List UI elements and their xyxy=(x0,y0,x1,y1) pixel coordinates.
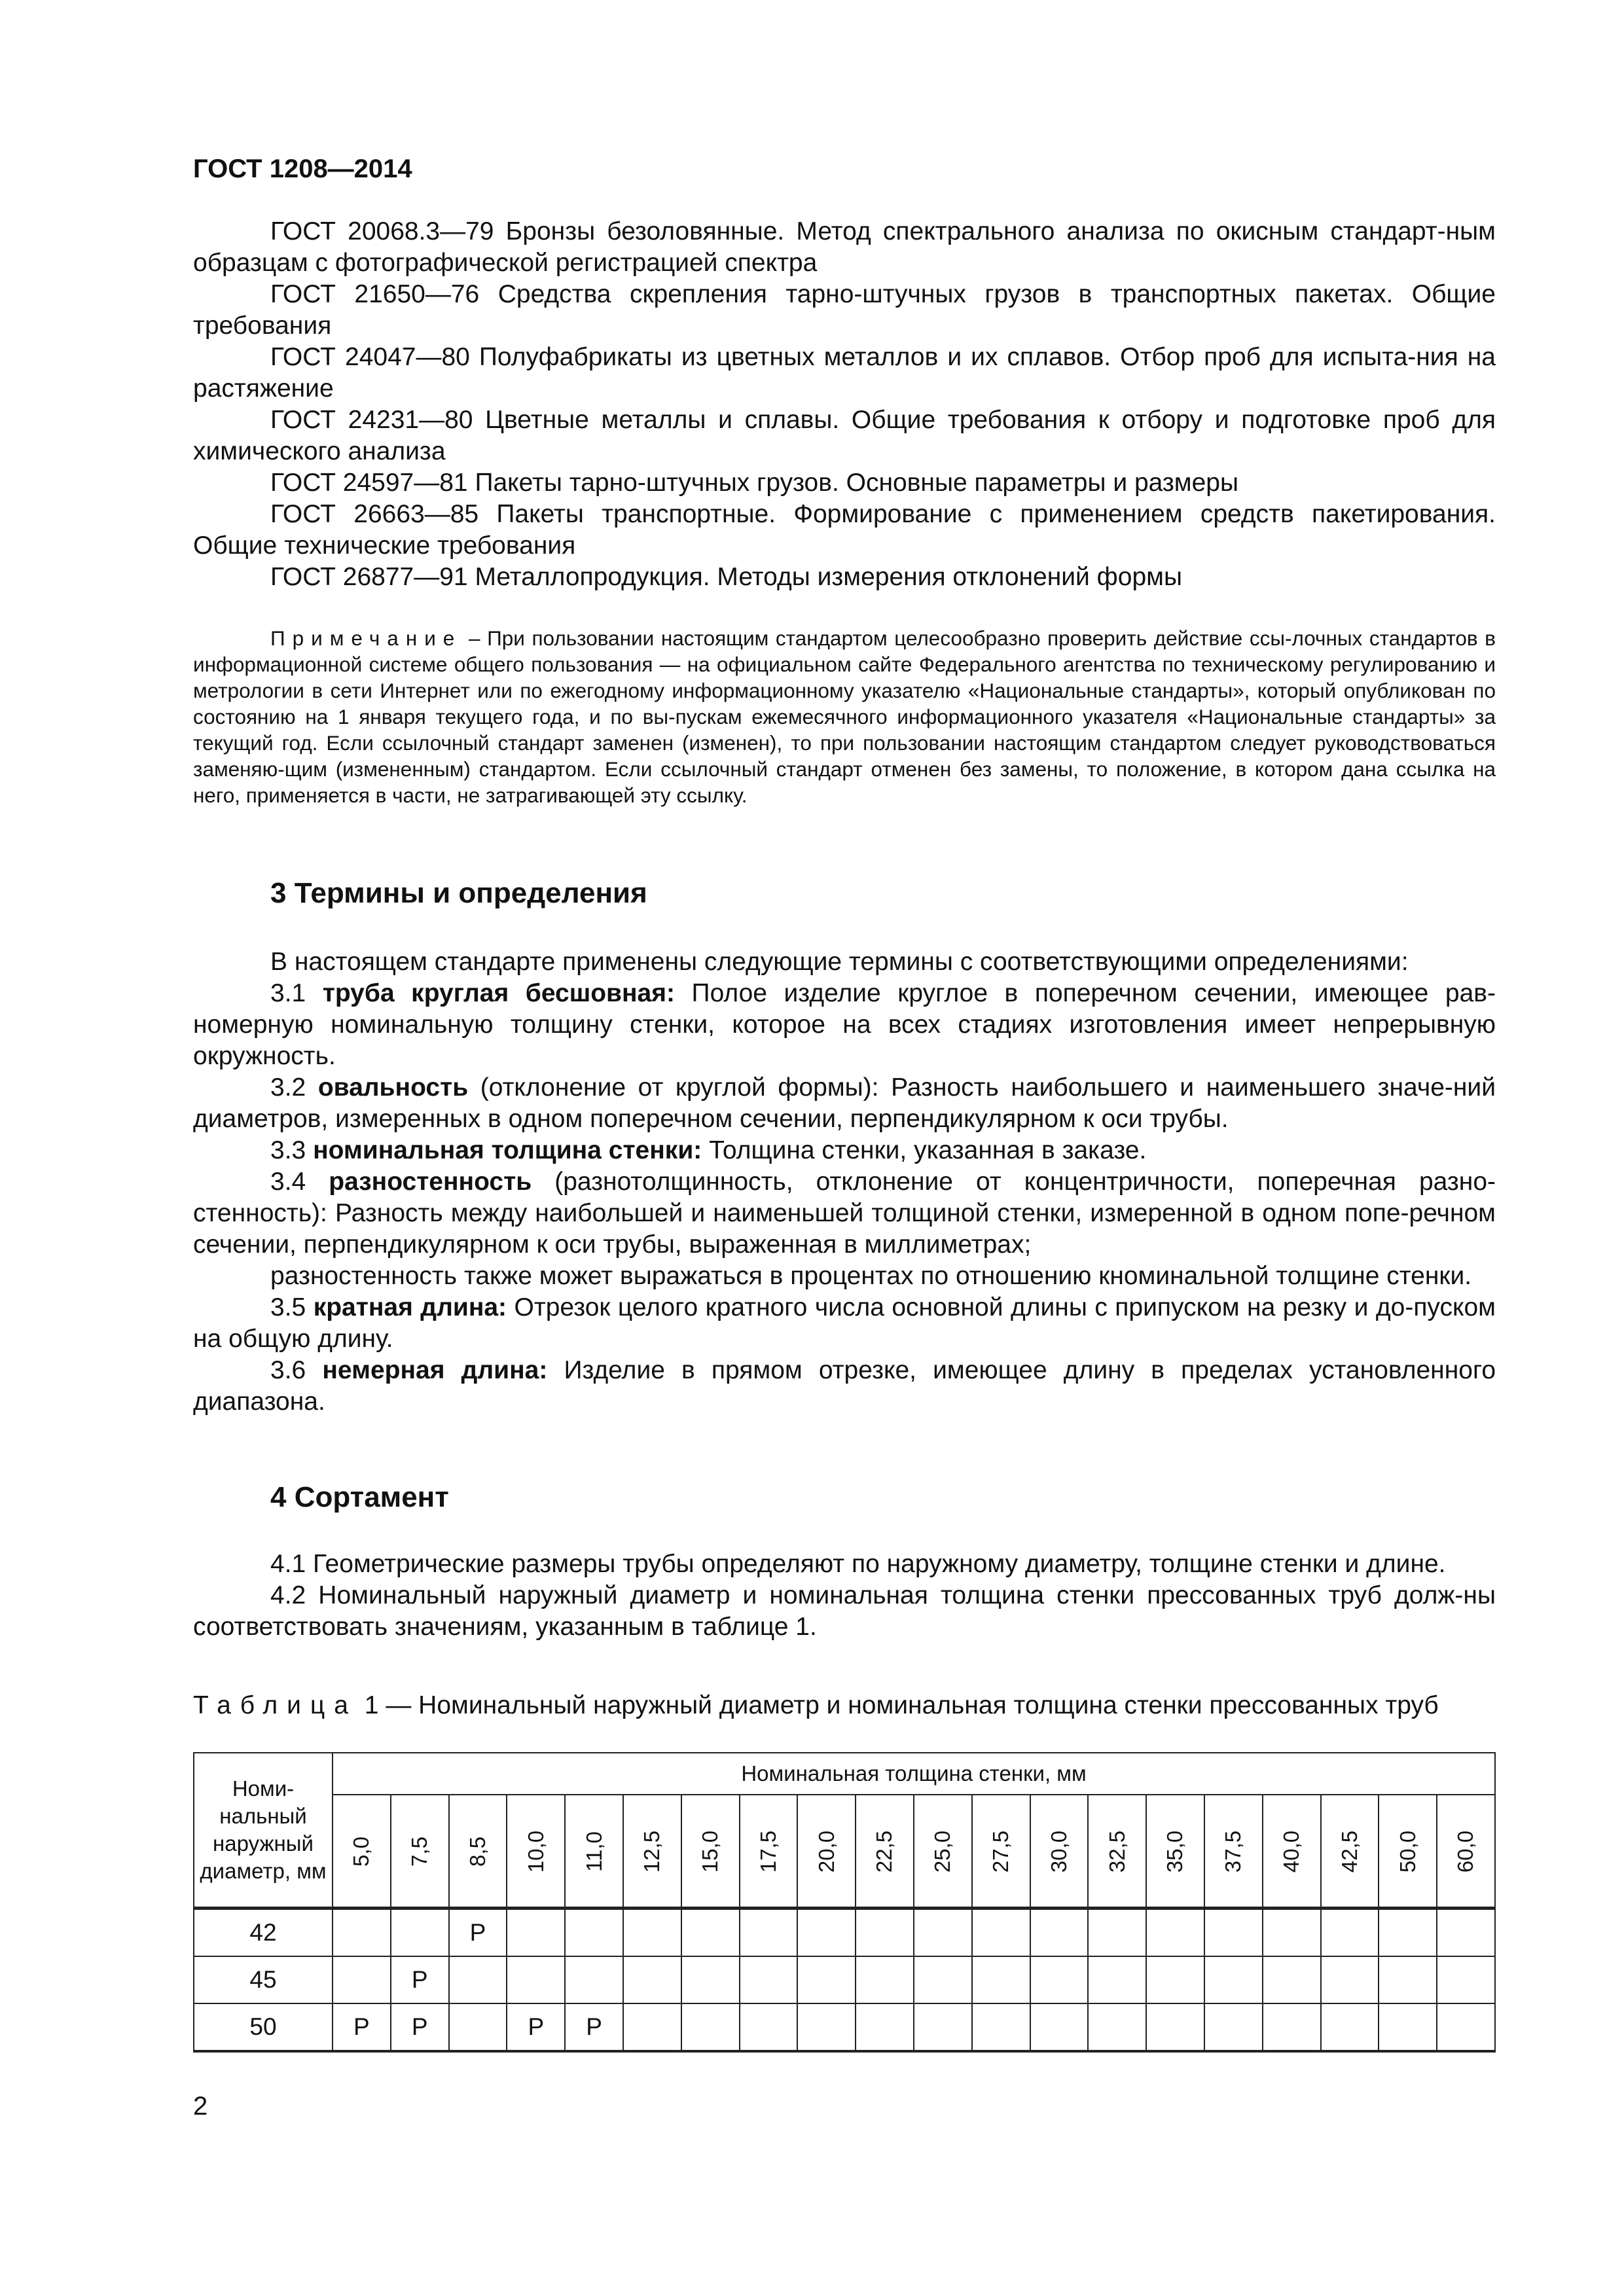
table-cell xyxy=(565,1909,623,1957)
thickness-header: 50,0 xyxy=(1379,1795,1437,1909)
table-cell xyxy=(1263,2003,1321,2051)
thickness-header: 10,0 xyxy=(507,1795,565,1909)
table-cell xyxy=(1088,2003,1146,2051)
thickness-header: 60,0 xyxy=(1437,1795,1495,1909)
table-cell xyxy=(1379,2003,1437,2051)
table-cell xyxy=(681,1956,740,2003)
table-cell xyxy=(1321,2003,1379,2051)
section-4-heading: 4 Сортамент xyxy=(270,1481,449,1513)
thickness-header: 15,0 xyxy=(681,1795,740,1909)
table-cell xyxy=(972,1956,1030,2003)
section-3-intro: В настоящем стандарте применены следующие термины с соответствующими определениями: xyxy=(270,948,1409,976)
table-cell: Р xyxy=(333,2003,391,2051)
note-text: – При пользовании настоящим стандартом целесообразно проверить действие ссы-лочных стандартов в информационной системе общего пользования — на официальном сайте Федерального агентства по техническому регулированию и метрологии в сети Интернет или по ежегодному информационному указателю «Национальные стандарты», который опубликован по состоянию на 1 января текущего года, и по вы-пускам ежемесячного информационного указателя «Национальные стандарты» за текущий год. Если ссылочный стандарт заменен (изменен), то при пользовании настоящим стандартом следует руководствоваться заменяю-щим (измененным) стандартом. Если ссылочный стандарт отменен без замены, то положение, в котором дана ссылка на него, применяется в части, не затрагивающей эту ссылку. xyxy=(193,626,1496,807)
term-definition: 3.5 кратная длина: Отрезок целого кратного числа основной длины с припуском на резку и до-пуском на общую длину. xyxy=(193,1293,1496,1353)
term-name: номинальная толщина стенки: xyxy=(313,1136,702,1164)
page-number: 2 xyxy=(193,2092,208,2121)
table-cell xyxy=(1146,1909,1204,1957)
table-cell xyxy=(333,1956,391,2003)
thickness-header: 7,5 xyxy=(391,1795,449,1909)
reference-item: ГОСТ 24597—81 Пакеты тарно-штучных грузов. Основные параметры и размеры xyxy=(270,469,1238,497)
table-row xyxy=(194,1956,1495,2003)
column-group-header: Номинальная толщина стенки, мм xyxy=(333,1753,1495,1795)
thickness-header: 40,0 xyxy=(1263,1795,1321,1909)
table-cell xyxy=(740,2003,798,2051)
reference-item: ГОСТ 20068.3—79 Бронзы безоловянные. Метод спектрального анализа по окисным стандарт-ным образцам с фотографической регистрацией спектра xyxy=(193,217,1496,277)
term-extra: разностенность также может выражаться в процентах по отношению кноминальной толщине стенки. xyxy=(270,1262,1472,1290)
table-cell: Р xyxy=(391,1956,449,2003)
row-header-diameter: Номи-нальный наружный диаметр, мм xyxy=(194,1753,333,1909)
table-cell xyxy=(1379,1956,1437,2003)
term-definition: 3.3 номинальная толщина стенки: Толщина стенки, указанная в заказе. xyxy=(270,1136,1147,1164)
table-cell xyxy=(1088,1909,1146,1957)
diameter-cell: 45 xyxy=(194,1956,333,2003)
reference-item: ГОСТ 24047—80 Полуфабрикаты из цветных металлов и их сплавов. Отбор проб для испыта-ния на растяжение xyxy=(193,343,1496,403)
table-cell xyxy=(797,1956,856,2003)
table-cell xyxy=(1088,1956,1146,2003)
table-body xyxy=(194,1909,1495,2052)
table-cell xyxy=(565,1956,623,2003)
thickness-header: 5,0 xyxy=(333,1795,391,1909)
term-definition: 3.6 немерная длина: Изделие в прямом отрезке, имеющее длину в пределах установленного диапазона. xyxy=(193,1356,1496,1416)
table-row xyxy=(194,2003,1495,2051)
table-cell: Р xyxy=(565,2003,623,2051)
thickness-header: 35,0 xyxy=(1146,1795,1204,1909)
table-cell xyxy=(740,1956,798,2003)
reference-item: ГОСТ 21650—76 Средства скрепления тарно-штучных грузов в транспортных пакетах. Общие требования xyxy=(193,280,1496,340)
table-cell xyxy=(1321,1956,1379,2003)
table-1 xyxy=(193,1752,1496,2053)
table-row xyxy=(194,1909,1495,1957)
table-cell xyxy=(1030,1956,1089,2003)
section-3-body xyxy=(193,946,1496,1418)
section-4-paragraph: 4.1 Геометрические размеры трубы определяют по наружному диаметру, толщине стенки и длине. xyxy=(270,1550,1446,1578)
note-paragraph xyxy=(193,625,1496,808)
table-cell xyxy=(1321,1909,1379,1957)
term-name: разностенность xyxy=(329,1168,532,1196)
table-cell xyxy=(797,1909,856,1957)
references-list xyxy=(193,216,1496,593)
term-definition: 3.1 труба круглая бесшовная: Полое изделие круглое в поперечном сечении, имеющее рав-номерную номинальную толщину стенки, которое на всех стадиях изготовления имеет непрерывную окружность. xyxy=(193,979,1496,1070)
thickness-header: 25,0 xyxy=(914,1795,972,1909)
table-cell xyxy=(972,2003,1030,2051)
thickness-header: 8,5 xyxy=(449,1795,507,1909)
thickness-header: 32,5 xyxy=(1088,1795,1146,1909)
term-name: немерная длина: xyxy=(322,1356,548,1384)
table-cell xyxy=(1204,1956,1263,2003)
table-cell xyxy=(623,1956,681,2003)
table-cell xyxy=(1030,1909,1089,1957)
term-definition: 3.4 разностенность (разнотолщинность, отклонение от концентричности, поперечная разно-стенность): Разность между наибольшей и наименьшей толщиной стенки, измеренной в одном попе-речном сечении, перпендикулярном к оси трубы, выраженная в миллиметрах; xyxy=(193,1168,1496,1259)
section-3-heading: 3 Термины и определения xyxy=(270,877,647,909)
table-cell xyxy=(507,1909,565,1957)
section-4-paragraph: 4.2 Номинальный наружный диаметр и номинальная толщина стенки прессованных труб долж-ны соответствовать значениям, указанным в таблице 1. xyxy=(193,1581,1496,1641)
table-cell xyxy=(681,2003,740,2051)
table-cell xyxy=(1379,1909,1437,1957)
table-cell xyxy=(914,2003,972,2051)
table-cell xyxy=(449,1956,507,2003)
table-cell xyxy=(856,1909,914,1957)
diameter-cell: 42 xyxy=(194,1909,333,1957)
table-cell: Р xyxy=(507,2003,565,2051)
table-cell xyxy=(740,1909,798,1957)
table-cell xyxy=(1204,1909,1263,1957)
table-caption: Таблица 1 — Номинальный наружный диаметр и номинальная толщина стенки прессованных труб xyxy=(193,1691,1439,1719)
table-cell xyxy=(914,1909,972,1957)
table-cell xyxy=(914,1956,972,2003)
table-cell xyxy=(333,1909,391,1957)
thickness-header: 22,5 xyxy=(856,1795,914,1909)
table-cell xyxy=(1437,2003,1495,2051)
table-cell xyxy=(507,1956,565,2003)
term-name: кратная длина: xyxy=(313,1293,507,1321)
table-cell xyxy=(1204,2003,1263,2051)
section-4-body xyxy=(193,1549,1496,1643)
thickness-header: 30,0 xyxy=(1030,1795,1089,1909)
thickness-header-row xyxy=(194,1795,1495,1909)
document-header: ГОСТ 1208—2014 xyxy=(193,154,412,183)
note-label: Примечание xyxy=(270,626,462,650)
thickness-header: 17,5 xyxy=(740,1795,798,1909)
thickness-header: 27,5 xyxy=(972,1795,1030,1909)
table-cell xyxy=(797,2003,856,2051)
table-cell xyxy=(1030,2003,1089,2051)
table-cell: Р xyxy=(449,1909,507,1957)
table-cell xyxy=(623,1909,681,1957)
table-cell xyxy=(1437,1956,1495,2003)
thickness-header: 37,5 xyxy=(1204,1795,1263,1909)
table-cell xyxy=(1437,1909,1495,1957)
table-cell xyxy=(1263,1956,1321,2003)
thickness-header: 20,0 xyxy=(797,1795,856,1909)
thickness-header: 42,5 xyxy=(1321,1795,1379,1909)
table-cell xyxy=(856,2003,914,2051)
table-cell xyxy=(1146,1956,1204,2003)
table-cell xyxy=(856,1956,914,2003)
reference-item: ГОСТ 26877—91 Металлопродукция. Методы измерения отклонений формы xyxy=(270,563,1182,591)
term-name: труба круглая бесшовная: xyxy=(322,979,675,1007)
table-cell xyxy=(1263,1909,1321,1957)
table-cell xyxy=(681,1909,740,1957)
reference-item: ГОСТ 24231—80 Цветные металлы и сплавы. Общие требования к отбору и подготовке проб для химического анализа xyxy=(193,406,1496,465)
table-cell xyxy=(1146,2003,1204,2051)
thickness-header: 12,5 xyxy=(623,1795,681,1909)
thickness-header: 11,0 xyxy=(565,1795,623,1909)
table-cell xyxy=(449,2003,507,2051)
table-cell xyxy=(972,1909,1030,1957)
term-definition: 3.2 овальность (отклонение от круглой формы): Разность наибольшего и наименьшего значе-ний диаметров, измеренных в одном поперечном сечении, перпендикулярном к оси трубы. xyxy=(193,1073,1496,1133)
table-cell: Р xyxy=(391,2003,449,2051)
table-cell xyxy=(391,1909,449,1957)
diameter-cell: 50 xyxy=(194,2003,333,2051)
reference-item: ГОСТ 26663—85 Пакеты транспортные. Формирование с применением средств пакетирования. Общие технические требования xyxy=(193,500,1496,560)
table-cell xyxy=(623,2003,681,2051)
term-name: овальность xyxy=(317,1073,469,1102)
